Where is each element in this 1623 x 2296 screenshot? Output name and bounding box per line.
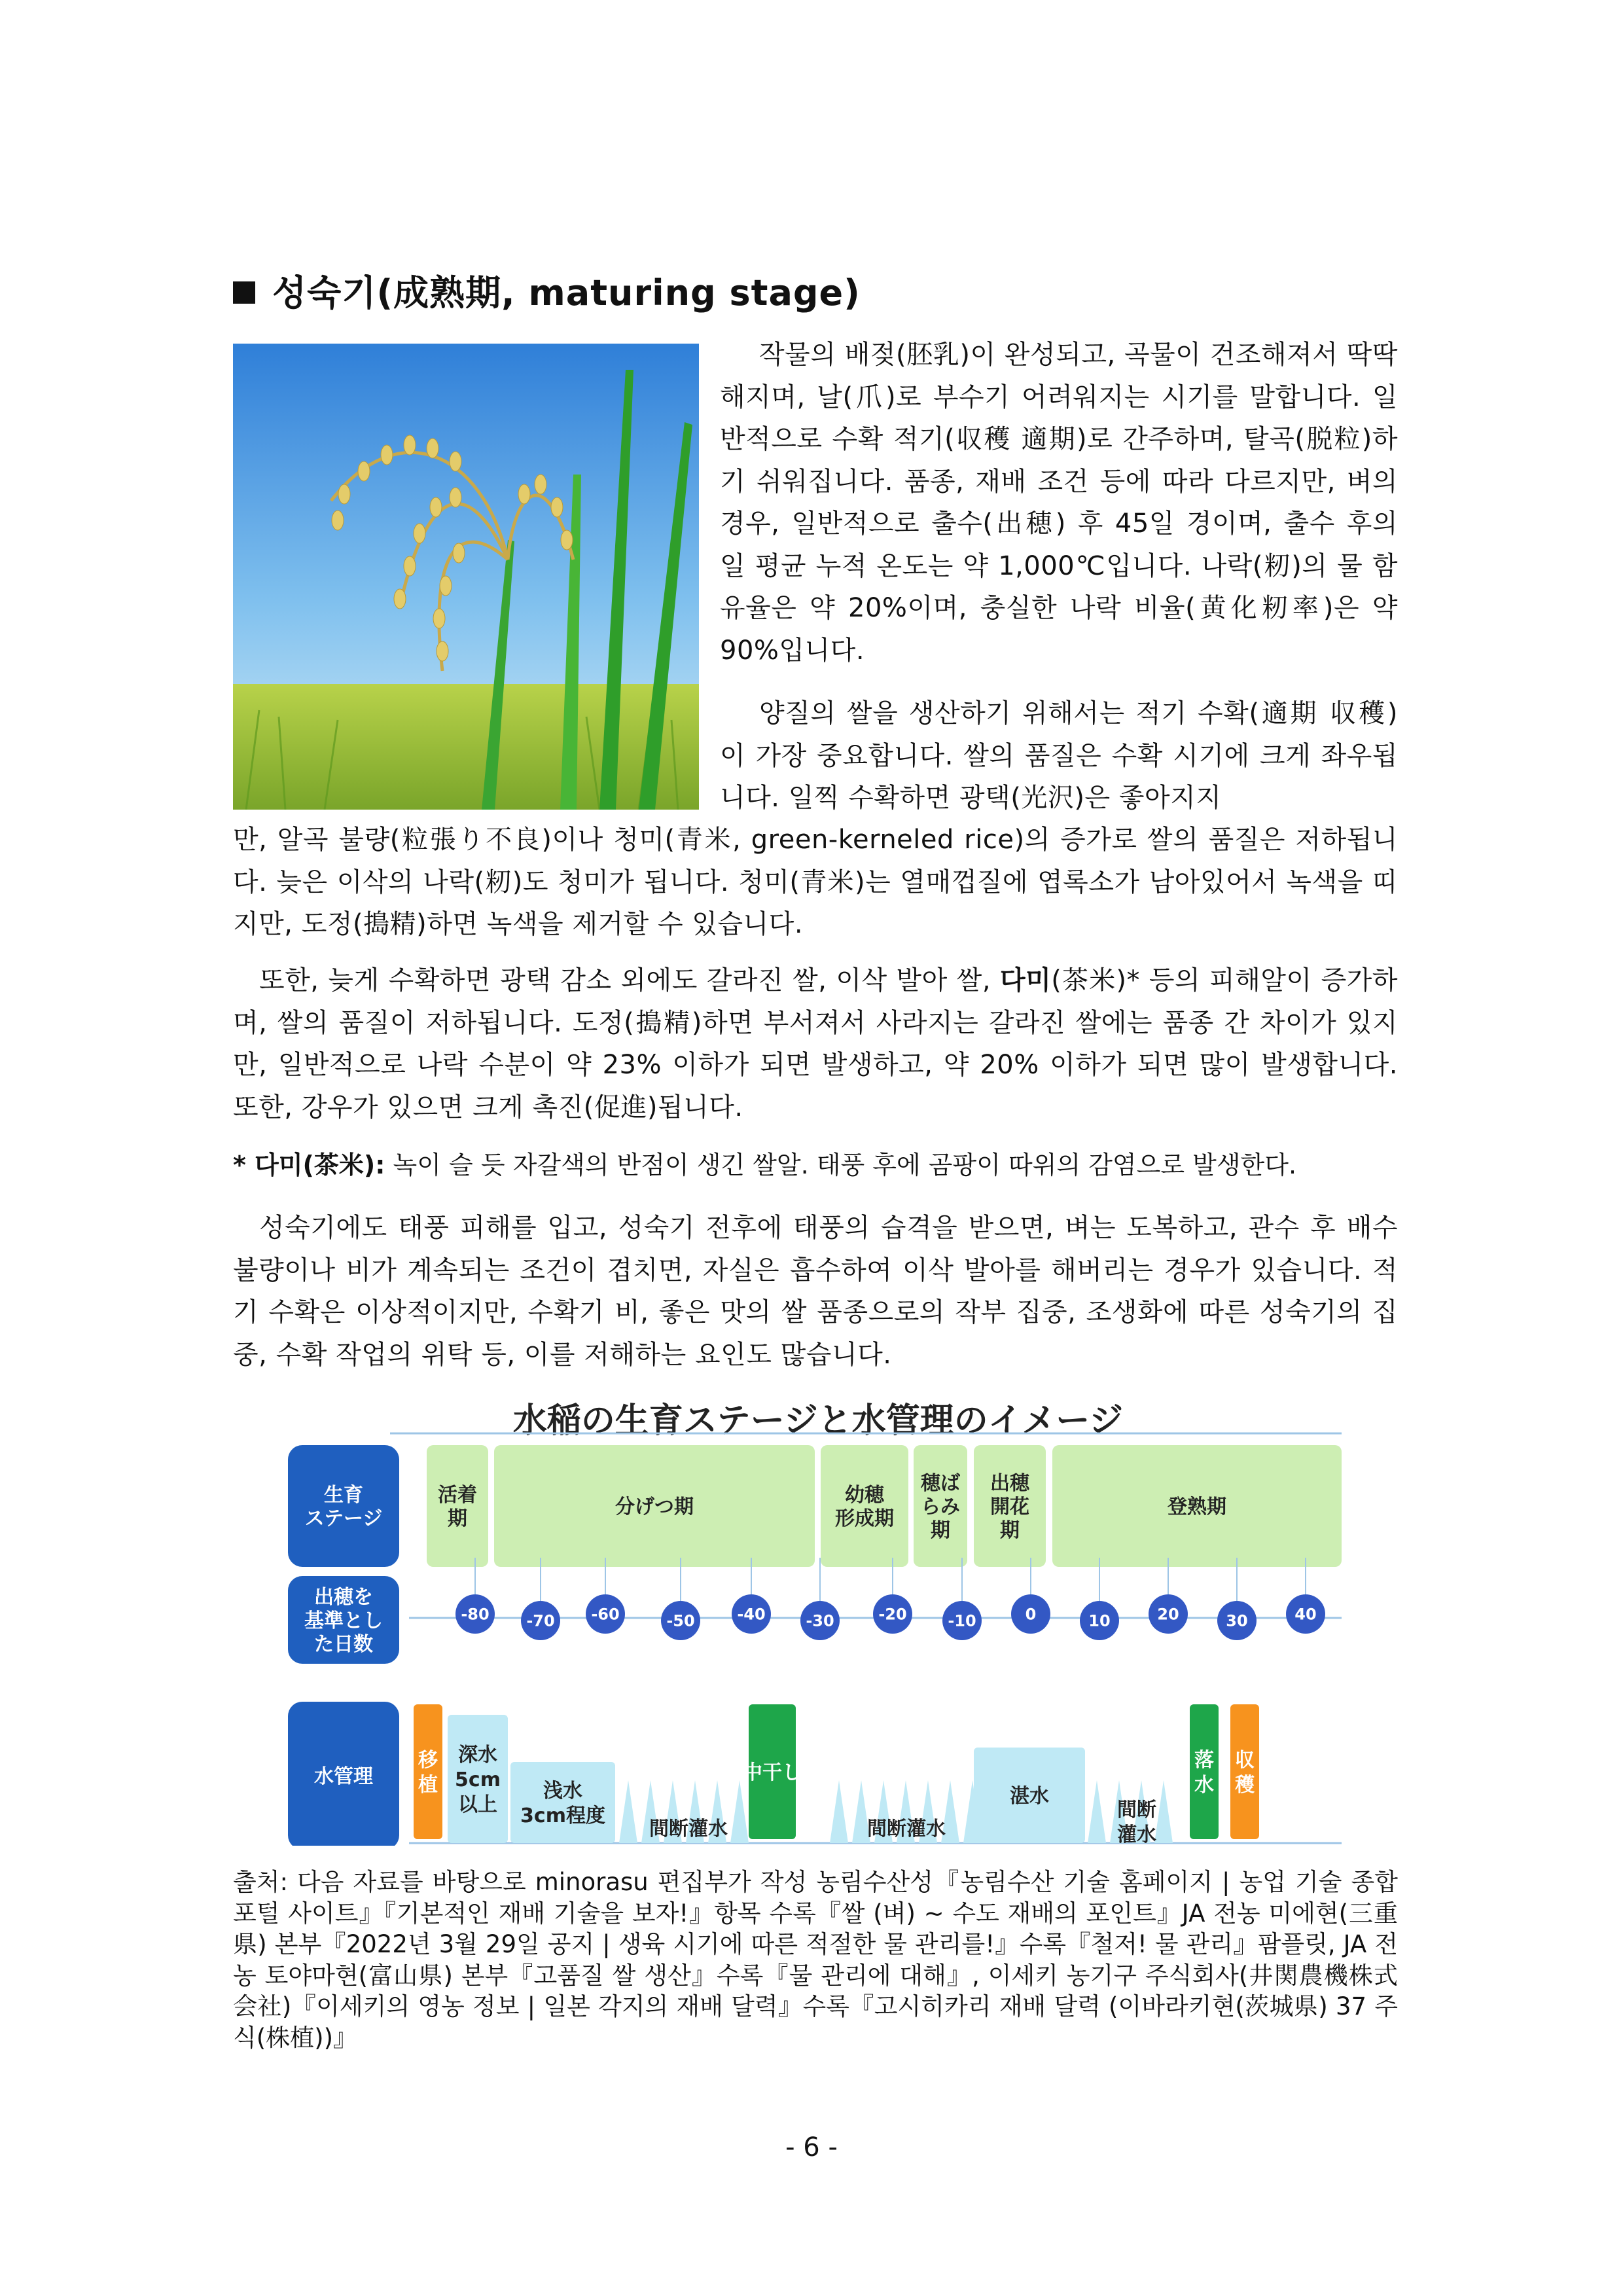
footnote-term: 다미 (255, 1151, 303, 1179)
footnote-star: * (233, 1151, 255, 1179)
day-label: 30 (1226, 1611, 1248, 1630)
paragraph-4: 성숙기에도 태풍 피해를 입고, 성숙기 전후에 태풍의 습격을 받으면, 벼는 도복하고, 관수 후 배수 불량이나 비가 계속되는 조건이 겹치면, 자실은 흡수하여 이삭 발아를 해버리는 경우가 있습니다. 적기 수확은 이상적이지만, 수확기 비, 좋은 맛의 쌀 품종으로의 작부 집중, 조생화에 따른 성숙기의 집중, 수확 작업의 위탁 등, 이를 저해하는 요인도 많습니다. (233, 1213, 1398, 1370)
day-label: -30 (806, 1611, 834, 1630)
day-label: -10 (948, 1611, 976, 1630)
row-label-text: 生育ステージ (304, 1483, 383, 1530)
rice-photo (233, 344, 699, 810)
stage-label: 活着期 (438, 1483, 477, 1530)
water-label: 間断灌水 (1117, 1798, 1156, 1846)
paragraph-2-top: 양질의 쌀을 생산하기 위해서는 적기 수확(適期 収穫)이 가장 중요합니다. 쌀의 품질은 수확 시기에 크게 좌우됩니다. 일찍 수확하면 광택(光沢)은 좋아지지 (720, 698, 1398, 813)
day-label: -20 (878, 1605, 907, 1624)
row-label-text: 水管理 (314, 1765, 373, 1788)
day-label: 0 (1025, 1605, 1037, 1624)
day-label: -80 (461, 1605, 490, 1624)
intermittent-irrigation-mark (830, 1780, 848, 1843)
day-label: -60 (591, 1605, 620, 1624)
page-number: - 6 - (785, 2132, 838, 2162)
day-label: 40 (1294, 1605, 1317, 1624)
diagram-canvas (275, 1381, 1361, 1846)
row-label-text: 出穂を基準とした日数 (304, 1585, 383, 1656)
stage-label: 穂ばらみ期 (921, 1471, 960, 1542)
water-block (510, 1762, 615, 1843)
water-block (1190, 1704, 1219, 1839)
paragraph-3-before: 또한, 늦게 수확하면 광택 감소 외에도 갈라진 쌀, 이삭 발아 쌀, (259, 965, 1000, 996)
day-label: -70 (526, 1611, 555, 1630)
intermittent-irrigation-mark (619, 1780, 637, 1843)
section-heading (233, 265, 861, 315)
paragraph-3 (233, 960, 1398, 1128)
water-label: 深水 5cm 以上 (455, 1743, 501, 1816)
water-label: 間断灌水 (649, 1817, 728, 1840)
day-label: -40 (737, 1605, 766, 1624)
paragraph-1: 작물의 배젖(胚乳)이 완성되고, 곡물이 건조해져서 딱딱해지며, 날(爪)로 부수기 어려워지는 시기를 말합니다. 일반적으로 수확 적기(収穫 適期)로 간주하며, 탈곡(脱粒)하기 쉬워집니다. 품종, 재배 조건 등에 따라 다르지만, 벼의 경우, 일반적으로 출수(出穂) 후 45일 경이며, 출수 후의 일 평균 누적 온도는 약 1,000℃입니다. 나락(籾)의 물 함유율은 약 20%이며, 충실한 나락 비율(黄化籾率)은 약 90%입니다. (720, 340, 1398, 666)
section-heading-text: 성숙기(成熟期, maturing stage) (272, 272, 861, 314)
source-citation: 출처: 다음 자료를 바탕으로 minorasu 편집부가 작성 농림수산성『농림수산 기술 홈페이지 | 농업 기술 종합 포털 사이트』『기본적인 재배 기술을 보자!』항목 수록『쌀 (벼) ~ 수도 재배의 포인트』JA 전농 미에현(三重県) 본부『2022년 3월 29일 공지 | 생육 시기에 따른 적절한 물 관리를!』수록『철저! 물 관리』팜플릿, JA 전농 토야마현(富山県) 본부『고품질 쌀 생산』수록『물 관리에 대해』, 이세키 농기구 주식회사(井関農機株式会社)『이세키의 영농 정보 | 일본 각지의 재배 달력』수록『고시히카리 재배 달력 (이바라키현(茨城県) 37 주식(株植))』 (233, 1868, 1398, 2052)
water-label: 移植 (418, 1748, 438, 1797)
stage-label: 分げつ期 (615, 1495, 694, 1518)
water-label: 間断灌水 (867, 1817, 946, 1840)
stage-label: 出穂開花期 (990, 1471, 1029, 1542)
water-label: 湛水 (1010, 1784, 1049, 1808)
stage-label: 登熟期 (1168, 1495, 1226, 1518)
water-block (1230, 1704, 1259, 1839)
intermittent-irrigation-mark (1154, 1780, 1173, 1843)
intermittent-irrigation-mark (1088, 1780, 1106, 1843)
footnote-text: 녹이 슬 듯 자갈색의 반점이 생긴 쌀알. 태풍 후에 곰팡이 따위의 감염으로 발생한다. (385, 1151, 1297, 1179)
water-management-diagram (275, 1381, 1361, 1846)
water-block (414, 1704, 442, 1839)
paragraph-3-bold: 다미 (999, 965, 1052, 996)
water-label: 収穫 (1235, 1748, 1255, 1797)
footnote (233, 1147, 1398, 1183)
intermittent-irrigation-mark (730, 1780, 749, 1843)
square-bullet-icon (233, 281, 255, 304)
day-label: 20 (1157, 1605, 1179, 1624)
stage-label: 幼穂形成期 (835, 1483, 894, 1530)
water-label: 中干し (743, 1761, 802, 1784)
footnote-term-paren: (茶米): (302, 1151, 385, 1179)
paragraph-3-after: (茶米)* 등의 피해알이 증가하며, 쌀의 품질이 저하됩니다. 도정(搗精)하면 부서져서 사라지는 갈라진 쌀에는 품종 간 차이가 있지만, 일반적으로 나락 수분이 약 23% 이하가 되면 발생하고, 약 20% 이하가 되면 많이 발생합니다. 또한, 강우가 있으면 크게 촉진(促進)됩니다. (233, 965, 1398, 1122)
paragraph-2-bottom: 만, 알곡 불량(粒張り不良)이나 청미(青米, green-kerneled rice)의 증가로 쌀의 품질은 저하됩니다. 늦은 이삭의 나락(籾)도 청미가 됩니다. 청미(青米)는 열매껍질에 엽록소가 남아있어서 녹색을 띠지만, 도정(搗精)하면 녹색을 제거할 수 있습니다. (233, 825, 1398, 939)
diagram-title: 水稲の生育ステージと水管理のイメージ (512, 1401, 1124, 1441)
day-label: 10 (1088, 1611, 1111, 1630)
water-label: 落水 (1194, 1748, 1214, 1797)
water-label: 浅水 3cm程度 (520, 1779, 605, 1827)
day-label: -50 (666, 1611, 695, 1630)
